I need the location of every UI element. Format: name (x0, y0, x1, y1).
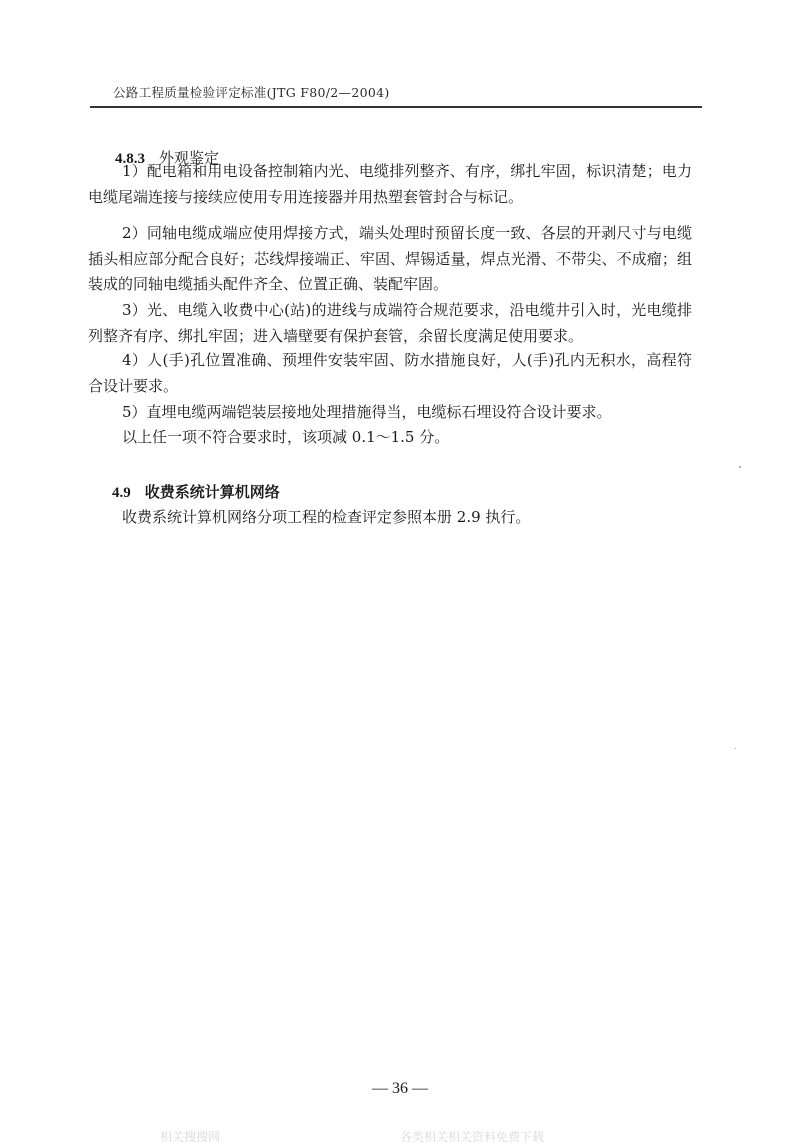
page-number: — 36 — (372, 1080, 428, 1097)
section-heading-4-9 (112, 481, 280, 502)
paragraph-network-reference: 收费系统计算机网络分项工程的检查评定参照本册 2.9 执行。 (122, 508, 531, 526)
section-number: 4.8.3 (115, 151, 145, 167)
paragraph-item-2: 2）同轴电缆成端应使用焊接方式，端头处理时预留长度一致、各层的开剥尺寸与电缆插头相应部分配合良好；芯线焊接端正、牢固、焊锡适量，焊点光滑、不带尖、不成瘤；组装成的同轴电缆插头配件齐全、位置正确、装配牢固。 (88, 224, 692, 293)
paragraph-deduction-note: 以上任一项不符合要求时，该项减 0.1～1.5 分。 (122, 428, 450, 446)
paragraph-item-5: 5）直埋电缆两端铠装层接地处理措施得当，电缆标石埋设符合设计要求。 (122, 403, 612, 421)
paragraph-item-1: 1）配电箱和用电设备控制箱内光、电缆排列整齐、有序，绑扎牢固，标识清楚；电力电缆尾端连接与接续应使用专用连接器并用热塑套管封合与标记。 (88, 162, 692, 206)
section-number: 4.9 (112, 485, 131, 501)
header-rule (90, 106, 702, 108)
running-header: 公路工程质量检验评定标准(JTG F80/2—2004) (113, 85, 390, 100)
paragraph-item-4: 4）人(手)孔位置准确、预埋件安装牢固、防水措施良好，人(手)孔内无积水，高程符合设计要求。 (88, 351, 692, 395)
scan-speck (739, 466, 741, 468)
watermark-right: 各类相关相关资料免费下载 (400, 1130, 545, 1144)
scan-speck (735, 748, 736, 749)
section-title: 外观鉴定 (159, 149, 220, 167)
section-title: 收费系统计算机网络 (144, 483, 280, 501)
watermark-left: 相关搜搜网 (160, 1130, 221, 1144)
paragraph-item-3: 3）光、电缆入收费中心(站)的进线与成端符合规范要求，沿电缆井引入时，光电缆排列整齐有序、绑扎牢固；进入墙壁要有保护套管，余留长度满足使用要求。 (88, 301, 692, 345)
